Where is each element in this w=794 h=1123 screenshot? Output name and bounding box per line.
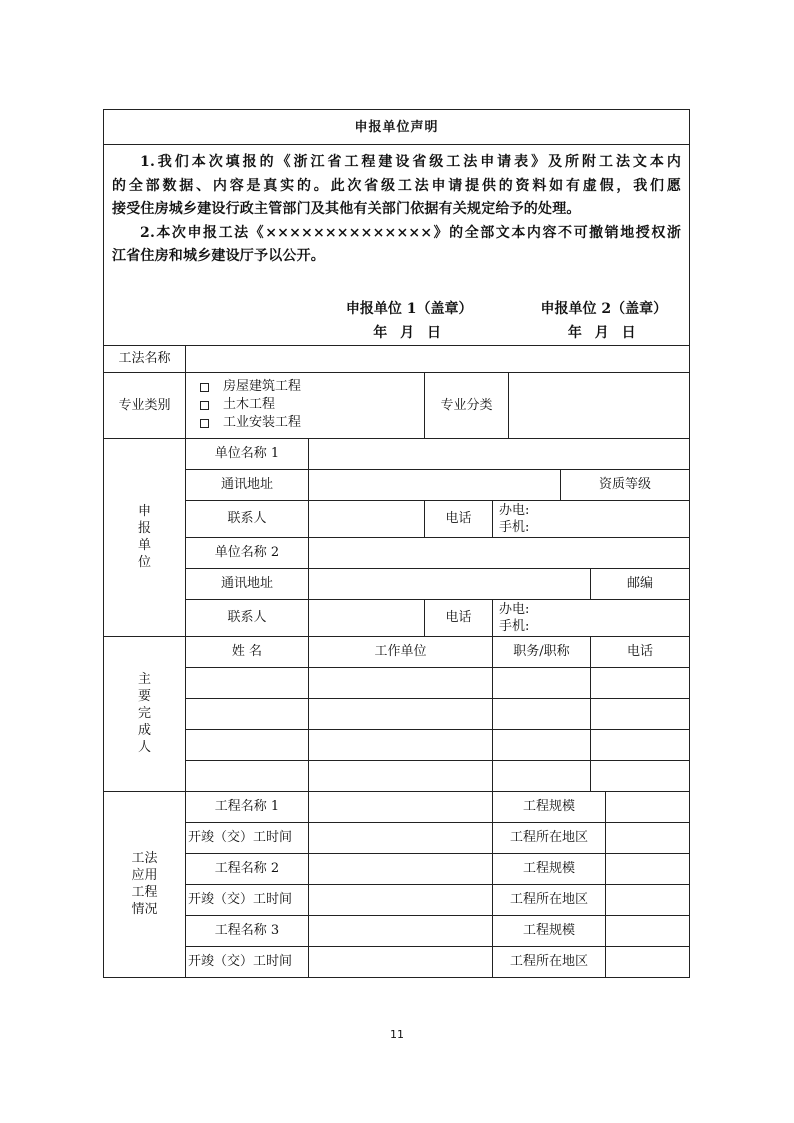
person-cell[interactable] — [309, 760, 493, 791]
contact1-field[interactable] — [309, 500, 425, 537]
mobile-label: 手机: — [499, 519, 530, 535]
person-cell[interactable] — [591, 698, 690, 729]
person-cell[interactable] — [493, 698, 591, 729]
project2-field[interactable] — [309, 853, 493, 884]
checkbox-icon[interactable] — [200, 383, 209, 392]
signature-label: 申报单位 2（盖章） — [540, 300, 668, 317]
header-name: 姓 名 — [186, 636, 309, 667]
start-end3-field[interactable] — [309, 946, 493, 977]
scale3-label: 工程规模 — [493, 915, 606, 946]
person-cell[interactable] — [186, 667, 309, 698]
location3-label: 工程所在地区 — [493, 946, 606, 977]
project3-label: 工程名称 3 — [186, 915, 309, 946]
declaration-line: 的全部数据、内容是真实的。此次省级工法申请提供的资料如有虚假，我们愿 — [112, 177, 682, 194]
person-cell[interactable] — [186, 760, 309, 791]
start-end2-field[interactable] — [309, 884, 493, 915]
address1-field[interactable] — [309, 469, 561, 500]
method-name-field[interactable] — [186, 345, 690, 372]
signature-label: 申报单位 1（盖章） — [345, 300, 473, 317]
checkbox-icon[interactable] — [200, 401, 209, 410]
person-cell[interactable] — [493, 729, 591, 760]
scale1-label: 工程规模 — [493, 791, 606, 822]
header-phone: 电话 — [591, 636, 690, 667]
start-end1-field[interactable] — [309, 822, 493, 853]
category-options — [186, 372, 425, 438]
application-section-label: 工法 应用 工程 情况 — [104, 791, 186, 977]
start-end2-label: 开竣（交）工时间 — [186, 884, 309, 915]
address1-label: 通讯地址 — [186, 469, 309, 500]
category-option[interactable]: 土木工程 — [200, 396, 424, 414]
form-table — [103, 109, 690, 978]
person-cell[interactable] — [493, 760, 591, 791]
person-cell[interactable] — [591, 729, 690, 760]
location1-field[interactable] — [606, 822, 690, 853]
applicant-section-label: 申 报 单 位 — [104, 438, 186, 636]
phone1-label: 电话 — [425, 500, 493, 537]
declaration-line: 1.我们本次填报的《浙江省工程建设省级工法申请表》及所附工法文本内 — [140, 154, 682, 170]
start-end3-label: 开竣（交）工时间 — [186, 946, 309, 977]
person-cell[interactable] — [186, 698, 309, 729]
person-cell[interactable] — [309, 698, 493, 729]
signature-date: 年 月 日 — [567, 324, 640, 341]
method-name-label: 工法名称 — [104, 345, 186, 372]
phone2-field[interactable] — [493, 599, 690, 636]
project1-field[interactable] — [309, 791, 493, 822]
contact2-field[interactable] — [309, 599, 425, 636]
declaration-line: 接受住房城乡建设行政主管部门及其他有关部门依据有关规定给予的处理。 — [112, 201, 581, 217]
persons-section-label: 主 要 完 成 人 — [104, 636, 186, 791]
location2-field[interactable] — [606, 884, 690, 915]
project2-label: 工程名称 2 — [186, 853, 309, 884]
scale2-label: 工程规模 — [493, 853, 606, 884]
office-phone-label: 办电: — [499, 601, 530, 617]
person-cell[interactable] — [591, 667, 690, 698]
signature-date: 年 月 日 — [373, 324, 446, 341]
contact2-label: 联系人 — [186, 599, 309, 636]
location3-field[interactable] — [606, 946, 690, 977]
contact1-label: 联系人 — [186, 500, 309, 537]
unit2-label: 单位名称 2 — [186, 537, 309, 568]
declaration-form — [103, 109, 689, 978]
declaration-line: 江省住房和城乡建设厅予以公开。 — [112, 248, 325, 264]
classification-field[interactable] — [509, 372, 690, 438]
header-title: 职务/职称 — [493, 636, 591, 667]
qualification-label: 资质等级 — [561, 469, 690, 500]
location2-label: 工程所在地区 — [493, 884, 606, 915]
address2-field[interactable] — [309, 568, 591, 599]
category-label: 专业类别 — [104, 372, 186, 438]
form-title: 申报单位声明 — [104, 110, 690, 145]
mobile-label: 手机: — [499, 618, 530, 634]
declaration-text — [104, 145, 690, 346]
postcode-label: 邮编 — [591, 568, 690, 599]
unit1-field[interactable] — [309, 438, 690, 469]
signature-block-2 — [540, 297, 667, 345]
address2-label: 通讯地址 — [186, 568, 309, 599]
checkbox-icon[interactable] — [200, 419, 209, 428]
unit1-label: 单位名称 1 — [186, 438, 309, 469]
project3-field[interactable] — [309, 915, 493, 946]
classification-label: 专业分类 — [425, 372, 509, 438]
page-number: 11 — [390, 1028, 404, 1041]
start-end1-label: 开竣（交）工时间 — [186, 822, 309, 853]
scale1-field[interactable] — [606, 791, 690, 822]
person-cell[interactable] — [591, 760, 690, 791]
location1-label: 工程所在地区 — [493, 822, 606, 853]
signature-block-1 — [346, 297, 473, 345]
header-work-unit: 工作单位 — [309, 636, 493, 667]
category-option[interactable]: 工业安装工程 — [200, 414, 424, 432]
category-option[interactable]: 房屋建筑工程 — [200, 378, 424, 396]
unit2-field[interactable] — [309, 537, 690, 568]
person-cell[interactable] — [309, 729, 493, 760]
office-phone-label: 办电: — [499, 502, 530, 518]
person-cell[interactable] — [309, 667, 493, 698]
person-cell[interactable] — [186, 729, 309, 760]
project1-label: 工程名称 1 — [186, 791, 309, 822]
signature-area — [104, 297, 689, 345]
phone2-label: 电话 — [425, 599, 493, 636]
scale3-field[interactable] — [606, 915, 690, 946]
phone1-field[interactable] — [493, 500, 690, 537]
scale2-field[interactable] — [606, 853, 690, 884]
declaration-line: 2.本次申报工法《××××××××××××××》的全部文本内容不可撤销地授权浙 — [140, 224, 682, 241]
person-cell[interactable] — [493, 667, 591, 698]
